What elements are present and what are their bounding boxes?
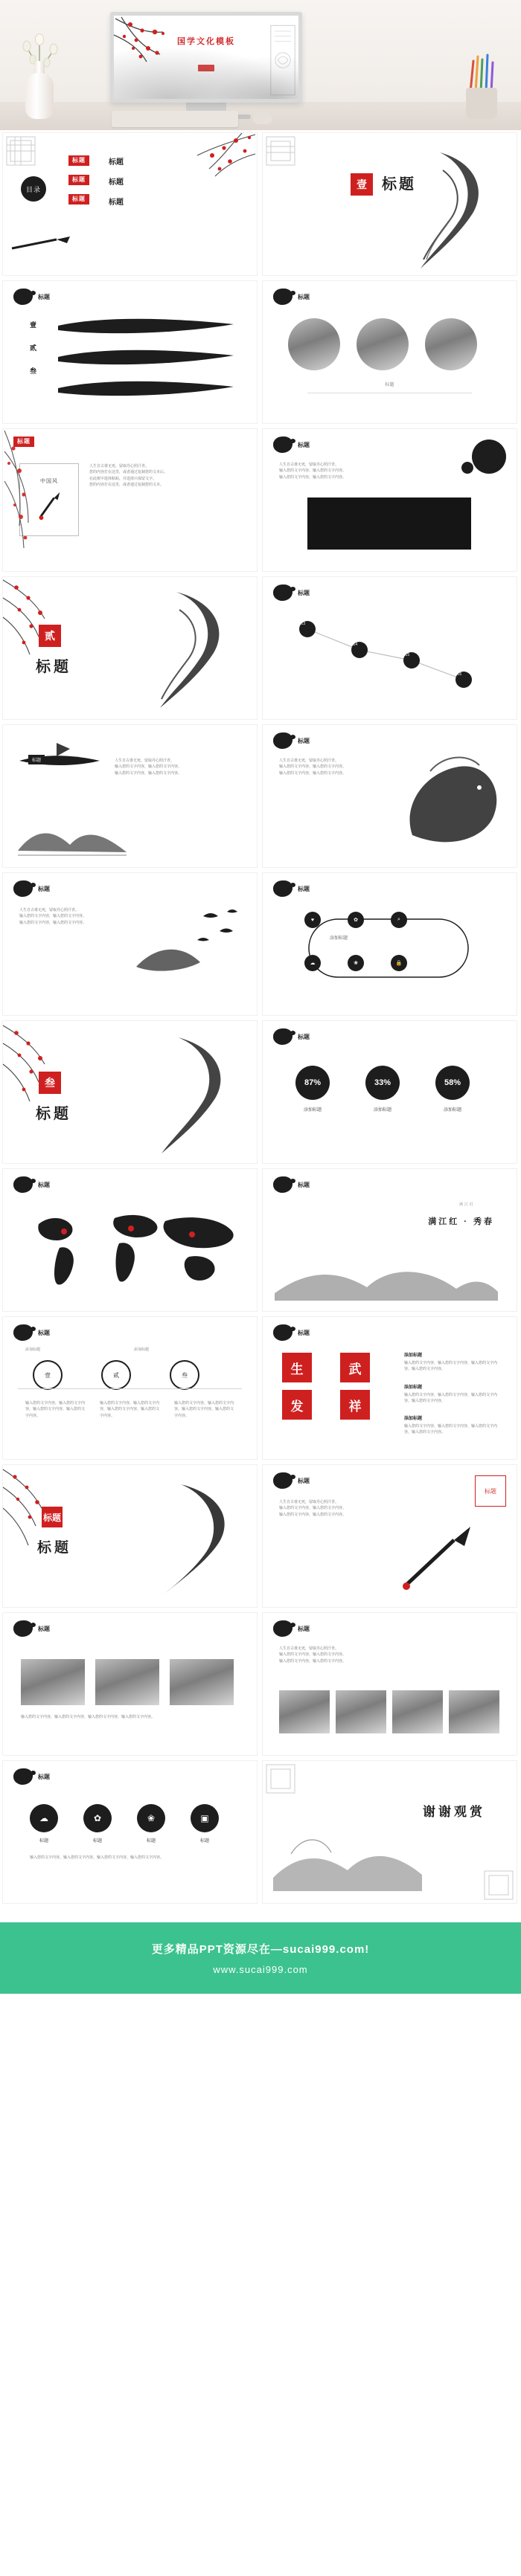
ink-list-item-3: 叁 [30,367,37,375]
slide-ink-figure[interactable] [262,724,517,868]
cup [466,88,497,119]
icon-row-top [304,912,407,928]
slide-header [13,1620,50,1637]
brush-badge: 标题 [42,1507,63,1527]
stat-row [295,1066,470,1112]
brush-heading: 标题 [37,1540,72,1556]
text-line-2: 输入您的文字内容，输入您的文字内容。 [115,764,182,770]
toc-col-2 [109,155,124,207]
plum-blossom-icon [3,1021,63,1110]
cover-seal [198,65,214,71]
cloud-icon: ☁ [30,1804,58,1832]
boat-label: 标题 [28,755,45,764]
china-card-label: 中国风 [40,479,58,484]
ink-phoenix-icon [130,589,234,711]
ink-blot-icon [13,289,33,305]
slide-three-circle-photos[interactable] [262,280,517,424]
photo-strip [279,1690,499,1733]
text-line-3: 在此框中选择粘贴，并选择只保留文字。 [89,476,157,481]
slide-timeline[interactable] [262,576,517,720]
stat-value-3: 58% [435,1066,470,1100]
seal-1[interactable]: 生 [282,1353,312,1382]
stat-value-1: 87% [295,1066,330,1100]
chapter-number: 叁 [39,1072,61,1094]
toc-label-2: 标题 [109,178,124,187]
text-line-1: 人生自古谁无死，留取丹心照汗青。 [19,908,80,912]
circle-label-top-1: 添加标题 [25,1347,41,1352]
slide-chapter-one[interactable] [262,132,517,276]
cloud-icon[interactable]: ☁ [304,955,321,971]
icon-item-1[interactable] [30,1804,58,1844]
seal-stamp: 标题 [475,1475,506,1507]
timeline-year-3: 2015 [401,653,410,657]
cover-slide [114,16,298,99]
text-line-4: 您的内容打在这里，或者通过复制您的文本。 [89,482,164,487]
monitor-screen [110,12,302,103]
ornament-border-icon [270,19,295,102]
ink-blot-icon [273,1028,293,1045]
ink-blot-icon [273,1472,293,1489]
slide-header [273,1472,310,1489]
icon-label-1: 标题 [39,1839,48,1844]
hero-banner [0,0,521,130]
footer-promo-banner[interactable] [0,1922,521,1994]
slide-thank-you[interactable] [262,1760,517,1904]
strip-photo-2[interactable] [336,1690,386,1733]
slide-grid [0,130,521,1906]
circle-desc-3: 输入您的文字内容，输入您的文字内容，输入您的文字内容，输入您的文字内容。 [174,1401,234,1418]
seal-2[interactable]: 武 [340,1353,370,1382]
slide-title: 标题 [298,589,310,596]
circle-photo-1[interactable] [288,318,340,370]
text-line-2: 输入您的文字内容，输入您的文字内容。 [279,468,347,474]
stat-label-3: 添加标题 [443,1108,461,1112]
brush-pen-icon [9,234,76,253]
strip-photo-4[interactable] [449,1690,499,1733]
slide-header [13,289,50,305]
ink-phoenix-icon [127,1481,246,1597]
stat-item-1 [295,1066,330,1112]
ink-blot-icon [273,585,293,601]
slide-mountain-photos[interactable] [2,1612,258,1756]
text-line-1: 人生自古谁无死，留取丹心照汗青。 [115,759,175,763]
slide-title: 标题 [38,293,50,300]
monitor-preview [110,12,302,122]
ink-blot-icon [273,1620,293,1637]
ink-blot-icon [273,732,293,749]
timeline-year-2: 2014 [349,643,358,647]
slide-title: 标题 [298,1625,310,1632]
seal-grid [282,1353,386,1420]
timeline-year-1: 2013 [297,622,306,626]
ink-blot-icon [273,289,293,305]
seal-label-2: 添加标题 [404,1385,423,1390]
toc-label-1: 标题 [109,158,124,167]
icon-label-2: 标题 [92,1839,102,1844]
slide-poem[interactable] [262,1168,517,1312]
text-block [279,1646,383,1664]
seal-3[interactable]: 发 [282,1390,312,1420]
text-line-2: 输入您的文字内容，输入您的文字内容。 [19,914,87,919]
ink-blot-decor [472,439,506,474]
loop-label: 添加标题 [330,936,348,941]
chapter-heading: 标题 [36,659,71,675]
photo-row [288,318,477,370]
poem-line: 满江红 · 秀春 [428,1217,494,1226]
strip-photo-3[interactable] [392,1690,443,1733]
icon-label-3: 标题 [146,1839,156,1844]
slide-header [273,1028,310,1045]
corner-ornament-icon [482,1869,515,1902]
seal-label-1: 添加标题 [404,1353,423,1358]
footer-line-1: 更多精品PPT资源尽在—sucai999.com! [151,1943,370,1956]
text-block [279,1499,391,1518]
mountain-photo-3[interactable] [170,1659,234,1705]
lock-icon: ▣ [191,1804,219,1832]
slide-birds-text[interactable] [2,872,258,1016]
slide-header [13,880,50,897]
footer-line-2[interactable]: www.sucai999.com [213,1964,308,1975]
birds-icon [129,900,248,996]
chapter-heading: 标题 [36,1106,71,1122]
seal-desc-2: 输入您的文字内容，输入您的文字内容，输入您的文字内容，输入您的文字内容。 [404,1392,498,1403]
slide-icon-loop[interactable] [262,872,517,1016]
circle-photo-2[interactable] [357,318,409,370]
world-map-icon [19,1202,243,1298]
slide-ink-list[interactable] [2,280,258,424]
mouse [253,112,272,124]
icon-row-bottom [304,955,407,971]
slide-header [13,1768,50,1785]
slide-title: 标题 [38,1625,50,1632]
ink-list-item-2: 贰 [30,344,37,352]
slide-header [273,880,310,897]
timeline-year-4: 2016 [453,672,462,677]
mountain-photo-1[interactable] [21,1659,85,1705]
corner-ornament-icon [4,135,37,167]
circle-row [33,1360,199,1390]
slide-title: 标题 [38,1181,50,1188]
slide-china-ink-card[interactable] [2,428,258,572]
heart-icon[interactable]: ♥ [304,912,321,928]
icon-row [30,1804,219,1844]
poem-small: 满江红 [458,1202,475,1207]
seal-desc-1: 输入您的文字内容，输入您的文字内容，输入您的文字内容，输入您的文字内容。 [404,1361,498,1372]
text-line-3: 输入您的文字内容，输入您的文字内容。 [115,770,182,776]
search-icon[interactable]: ⌕ [391,912,407,928]
slide-header [273,1324,310,1341]
text-line-3: 输入您的文字内容，输入您的文字内容。 [279,474,347,480]
thanks-heading: 谢谢观赏 [423,1805,485,1819]
text-block [19,907,124,926]
stat-label-1: 添加标题 [303,1108,322,1112]
mountain-row [21,1659,234,1705]
text-line-1: 人生自古谁无死，留取丹心照汗青。 [89,464,150,468]
slide-dark-photo-text[interactable] [262,428,517,572]
slide-chapter-two[interactable] [2,576,258,720]
slide-chapter-three[interactable] [2,1020,258,1164]
seal-desc-3: 输入您的文字内容，输入您的文字内容，输入您的文字内容，输入您的文字内容。 [404,1424,498,1435]
gear-icon: ✿ [83,1804,112,1832]
slide-title: 标题 [38,885,50,892]
slide-header [13,1176,50,1193]
slide-brush-text[interactable] [262,1464,517,1608]
text-block [279,758,391,776]
circle-photo-3[interactable] [425,318,477,370]
cover-title: 国学文化模板 [177,37,235,46]
slide-title: 标题 [38,1773,50,1780]
ink-blot-icon [13,1324,33,1341]
circle-label-top-2: 添加标题 [134,1347,150,1352]
icon-item-4[interactable] [191,1804,219,1844]
text-line-3: 输入您的文字内容，输入您的文字内容。 [279,1658,347,1664]
slide-world-map[interactable] [2,1168,258,1312]
ink-landscape-icon [16,799,128,858]
slide-title: 标题 [298,293,310,300]
slide-title: 标题 [298,885,310,892]
seal-label-3: 添加标题 [404,1417,423,1421]
spacer [0,1906,521,1922]
ink-phoenix-icon [388,148,499,273]
slide-header [273,437,310,453]
icon-item-3[interactable] [137,1804,165,1844]
slide-boat-text[interactable] [2,724,258,868]
slide-title: 标题 [13,437,34,447]
slide-title: 标题 [298,1033,310,1040]
ink-splash-icon [390,746,509,857]
text-line-1: 人生自古谁无死，留取丹心照汗青。 [279,463,339,467]
toc-label-3: 标题 [109,199,124,207]
text-block [279,462,428,480]
circle-desc-row [25,1400,234,1419]
slide-title: 标题 [298,1181,310,1188]
slide-header [273,1620,310,1637]
circle-desc-2: 输入您的文字内容，输入您的文字内容，输入您的文字内容，输入您的文字内容。 [100,1401,160,1418]
icons-caption: 输入您的文字内容，输入您的文字内容，输入您的文字内容，输入您的文字内容。 [30,1855,164,1860]
toc-item-1[interactable]: 标题 [68,155,89,166]
brush-icon [390,1521,487,1595]
slide-four-seals[interactable] [262,1316,517,1460]
slide-title: 标题 [298,1329,310,1336]
divider [18,1388,242,1389]
slide-header [273,732,310,749]
slide-title: 标题 [298,441,310,448]
slide-table-of-contents[interactable] [2,132,258,276]
ink-blot-icon [273,1176,293,1193]
vase-body [25,73,54,119]
ink-blot-icon [273,1324,293,1341]
text-line-1: 人生自古谁无死，留取丹心照汗青。 [279,1500,339,1504]
text-line-2: 输入您的文字内容，输入您的文字内容。 [279,764,347,770]
seal-4[interactable]: 祥 [340,1390,370,1420]
ink-blot-icon [13,1620,33,1637]
slide-brush-title[interactable] [2,1464,258,1608]
seal-labels [404,1351,501,1436]
corner-ornament-icon [264,1762,297,1795]
text-line-2: 输入您的文字内容，输入您的文字内容。 [279,1506,347,1511]
corner-ornament-icon [264,135,297,167]
ink-blot-icon [273,437,293,453]
gear-icon[interactable]: ✿ [348,912,364,928]
photo-caption: 标题 [385,383,394,387]
china-card-text [89,463,238,488]
mountain-photo-2[interactable] [95,1659,159,1705]
ink-blot-icon [13,1176,33,1193]
ink-list-item-1: 壹 [30,321,37,329]
lock-icon[interactable]: 🔒 [391,955,407,971]
text-line-1: 人生自古谁无死，留取丹心照汗青。 [279,759,339,763]
plum-blossom-icon [153,133,257,185]
slide-header [273,585,310,601]
leaf-icon[interactable]: ❀ [348,955,364,971]
stat-label-2: 添加标题 [373,1108,391,1112]
text-block [115,758,247,776]
ink-list-labels [30,320,36,376]
text-line-1: 人生自古谁无死，留取丹心照汗青。 [279,1646,339,1651]
slide-header [273,1176,310,1193]
slide-title: 标题 [298,1477,310,1484]
slide-four-icons[interactable] [2,1760,258,1904]
text-line-2: 您的内容打在这里，或者通过复制您的文本后。 [89,470,168,475]
circle-item-2[interactable]: 贰 [101,1360,131,1390]
timeline-graphic [293,616,486,698]
slide-header [273,289,310,305]
ink-blot-icon [273,880,293,897]
slide-title: 标题 [38,1329,50,1336]
circle-item-1[interactable]: 壹 [33,1360,63,1390]
text-line-3: 输入您的文字内容，输入您的文字内容。 [279,770,347,776]
chapter-number: 壹 [351,173,373,196]
slide-three-circles[interactable] [2,1316,258,1460]
chapter-number: 贰 [39,625,61,647]
toc-item-3[interactable]: 标题 [68,194,89,205]
ink-mountain-icon [275,1246,498,1301]
ink-phoenix-icon [132,1034,236,1156]
keyboard [112,111,238,127]
slide-statistics[interactable] [262,1020,517,1164]
circle-item-3[interactable]: 叁 [170,1360,199,1390]
flower-vase [18,30,61,119]
stat-item-3 [435,1066,470,1112]
ink-blot-icon [13,880,33,897]
toc-col-1 [68,155,89,205]
slide-header [13,1324,50,1341]
ink-blot-icon [13,1768,33,1785]
toc-circle: 目录 [21,176,46,202]
chapter-heading: 标题 [382,176,416,193]
strip-photo-1[interactable] [279,1690,330,1733]
dark-photo[interactable] [307,498,471,550]
ink-strokes-icon [55,314,241,403]
ink-landscape-icon [273,1809,422,1891]
slide-four-photos[interactable] [262,1612,517,1756]
slide-title: 标题 [298,737,310,744]
circle-desc-1: 输入您的文字内容，输入您的文字内容，输入您的文字内容，输入您的文字内容。 [25,1401,86,1418]
ink-dot [461,462,473,474]
text-line-3: 输入您的文字内容，输入您的文字内容。 [279,1512,347,1517]
icon-label-4: 标题 [199,1839,209,1844]
text-line-3: 输入您的文字内容，输入您的文字内容。 [19,920,87,925]
pencil-cup [461,48,502,119]
plum-blossom-icon [3,429,55,563]
text-line-2: 输入您的文字内容，输入您的文字内容。 [279,1652,347,1658]
toc-item-2[interactable]: 标题 [68,175,89,185]
leaf-icon: ❀ [137,1804,165,1832]
stat-item-2 [365,1066,400,1112]
stat-value-2: 33% [365,1066,400,1100]
icon-item-2[interactable] [83,1804,112,1844]
mountain-caption: 输入您的文字内容，输入您的文字内容，输入您的文字内容，输入您的文字内容。 [21,1715,156,1719]
